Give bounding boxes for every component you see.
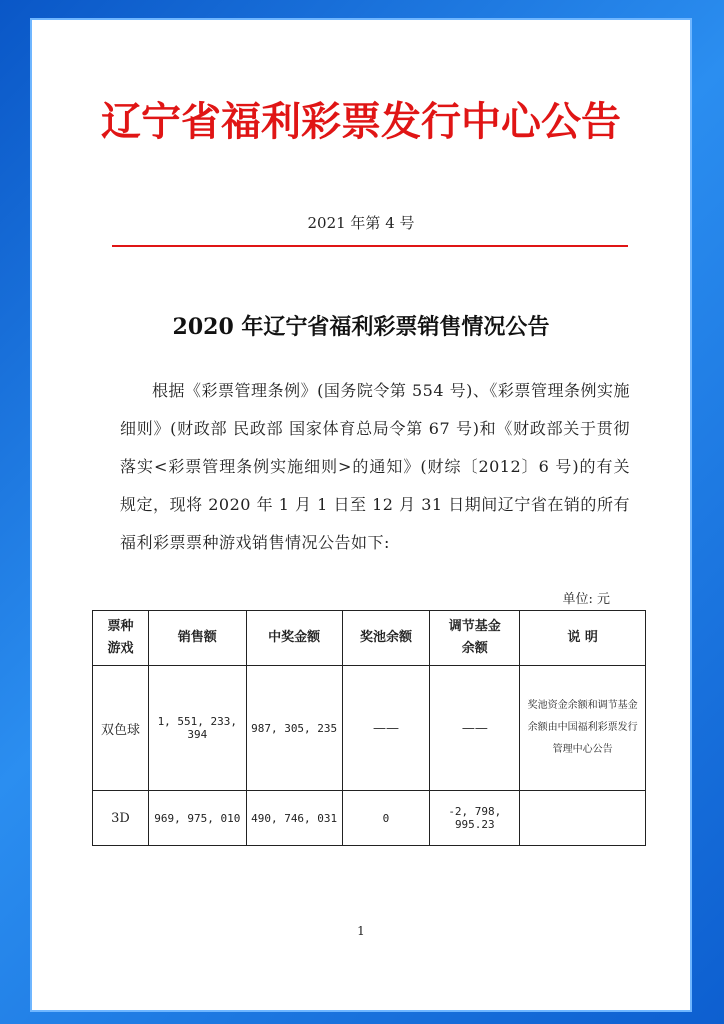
cell-game: 双色球 [93,666,149,791]
cell-prize: 490, 746, 031 [246,791,342,846]
header-sales: 销售额 [148,611,246,666]
org-title: 辽宁省福利彩票发行中心公告 [101,98,621,145]
table-header-row [93,611,646,666]
header-prize: 中奖金额 [246,611,342,666]
table-row [93,791,646,846]
cell-note: 奖池资金余额和调节基金余额由中国福利彩票发行管理中心公告 [520,666,646,791]
header-fund: 调节基金 余额 [430,611,520,666]
cell-note [520,791,646,846]
page-number: 1 [357,924,365,938]
header-note: 说 明 [520,611,646,666]
document-page [32,20,690,1010]
cell-pool: —— [342,666,430,791]
cell-fund: —— [430,666,520,791]
red-divider [112,245,628,247]
table-row [93,666,646,791]
cell-game: 3D [93,791,149,846]
unit-label: 单位: 元 [562,592,610,607]
issue-number: 2021 年第 4 号 [307,214,415,232]
cell-sales: 1, 551, 233, 394 [148,666,246,791]
sales-table [92,610,646,846]
header-game: 票种 游戏 [93,611,149,666]
header-pool: 奖池余额 [342,611,430,666]
cell-pool: 0 [342,791,430,846]
body-paragraph: 根据《彩票管理条例》(国务院令第 554 号)、《彩票管理条例实施细则》(财政部 民政部 国家体育总局令第 67 号)和《财政部关于贯彻落实<彩票管理条例实施细则>的通知》(财综〔2012〕6 号)的有关规定，现将 2020 年 1 月 1 日至 12 月 31 日期间辽宁省在销的所有福利彩票票种游戏销售情况公告如下: [120,381,630,552]
document-title: 2020 年辽宁省福利彩票销售情况公告 [172,314,550,340]
cell-fund: -2, 798, 995.23 [430,791,520,846]
cell-prize: 987, 305, 235 [246,666,342,791]
cell-sales: 969, 975, 010 [148,791,246,846]
